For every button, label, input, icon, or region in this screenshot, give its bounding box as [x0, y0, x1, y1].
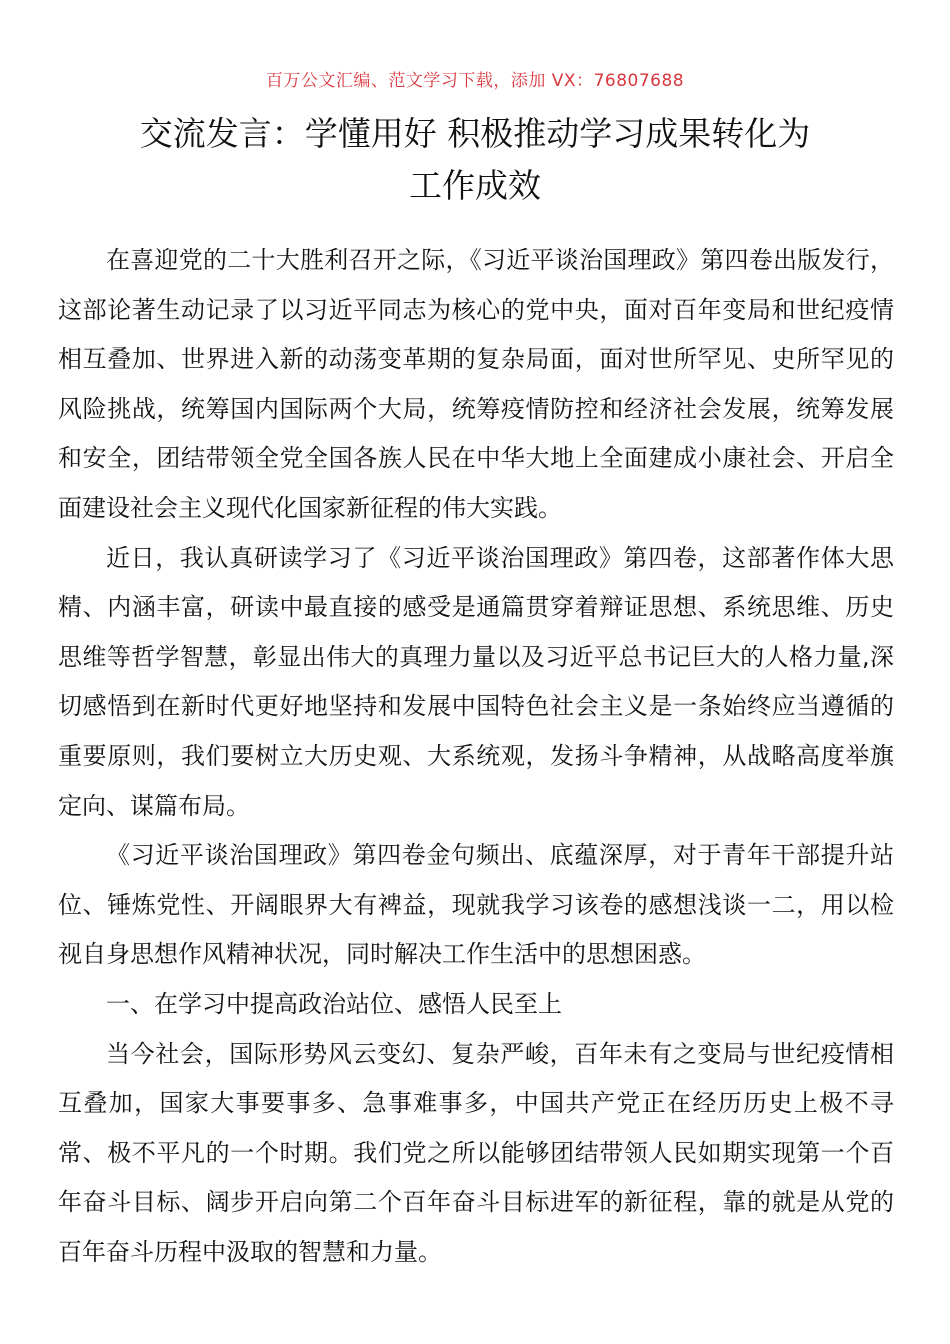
section-heading-1: 一、在学习中提高政治站位、感悟人民至上	[106, 989, 562, 1018]
title-line-2: 工作成效	[409, 166, 541, 205]
paragraph-intro: 在喜迎党的二十大胜利召开之际，《习近平谈治国理政》第四卷出版发行，这部论著生动记录了以习近平同志为核心的党中央，面对百年变局和世纪疫情相互叠加、世界进入新的动荡变革期的复杂局面，面对世所罕见、史所罕见的风险挑战，统筹国内国际两个大局，统筹疫情防控和经济社会发展，统筹发展和安全，团结带领全党全国各族人民在中华大地上全面建成小康社会、开启全面建设社会主义现代化国家新征程的伟大实践。	[58, 246, 894, 522]
document-body	[58, 236, 894, 1277]
title-line-1: 交流发言：学懂用好 积极推动学习成果转化为	[139, 114, 811, 153]
paragraph-study: 近日，我认真研读学习了《习近平谈治国理政》第四卷，这部著作体大思精、内涵丰富，研读中最直接的感受是通篇贯穿着辩证思想、系统思维、历史思维等哲学智慧，彰显出伟大的真理力量以及习近平总书记巨大的人格力量,深切感悟到在新时代更好地坚持和发展中国特色社会主义是一条始终应当遵循的重要原则，我们要树立大历史观、大系统观，发扬斗争精神，从战略高度举旗定向、谋篇布局。	[58, 543, 894, 820]
watermark-banner: 百万公文汇编、范文学习下载，添加 VX：76807688	[265, 71, 685, 91]
paragraph-purpose: 《习近平谈治国理政》第四卷金句频出、底蕴深厚，对于青年干部提升站位、锤炼党性、开阔眼界大有裨益，现就我学习该卷的感想浅谈一二，用以检视自身思想作风精神状况，同时解决工作生活中的思想困惑。	[58, 841, 894, 969]
paragraph-section-1: 当今社会，国际形势风云变幻、复杂严峻，百年未有之变局与世纪疫情相互叠加，国家大事要事多、急事难事多，中国共产党正在经历历史上极不寻常、极不平凡的一个时期。我们党之所以能够团结带领人民如期实现第一个百年奋斗目标、阔步开启向第二个百年奋斗目标进军的新征程，靠的就是从党的百年奋斗历程中汲取的智慧和力量。	[58, 1039, 894, 1266]
document-title	[60, 108, 890, 212]
